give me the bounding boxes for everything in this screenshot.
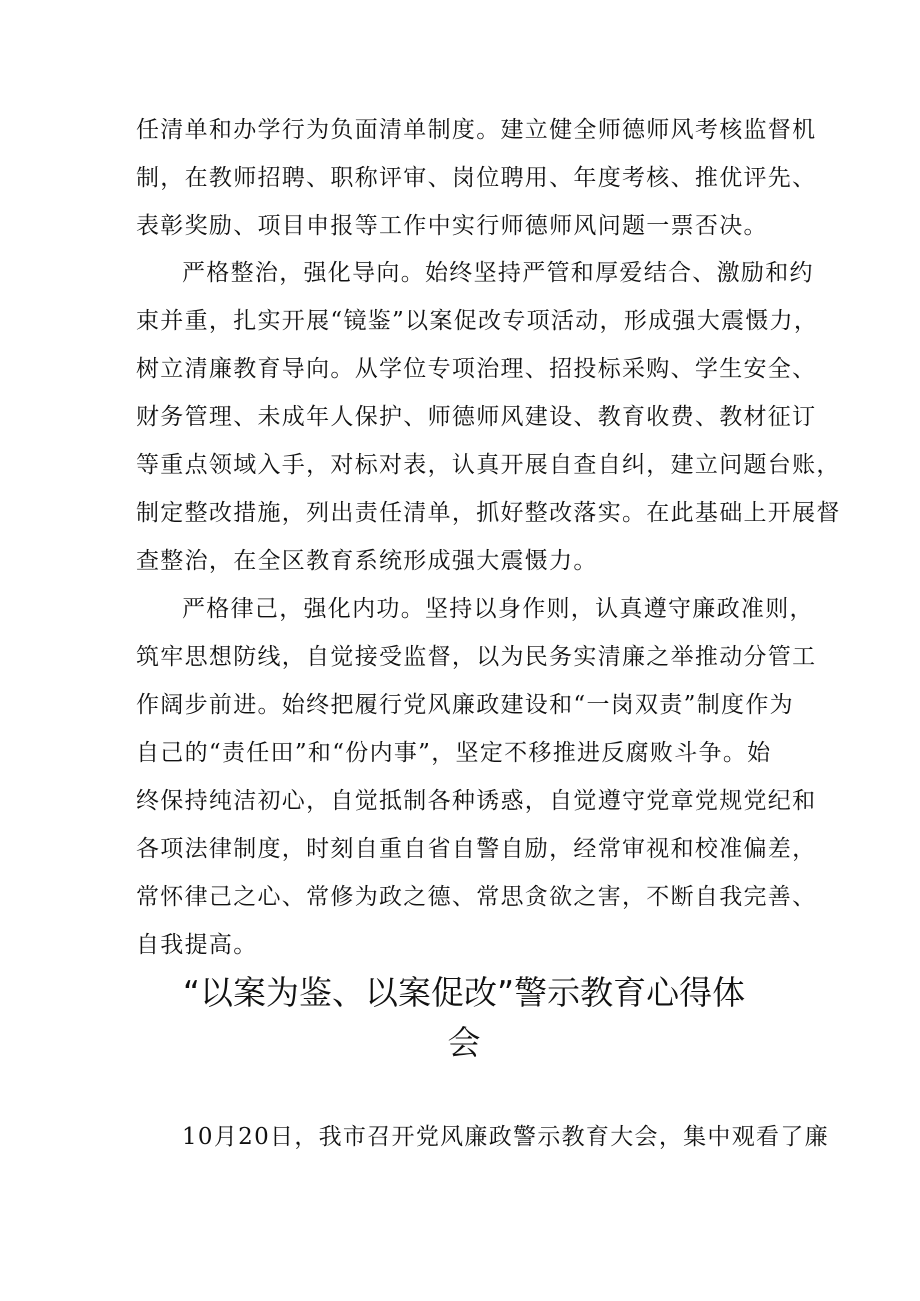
text-line: 查整治，在全区教育系统形成强大震慑力。: [136, 548, 598, 574]
text-line: 筑牢思想防线，自觉接受监督，以为民务实清廉之举推动分管工: [136, 644, 817, 670]
text-line: 自己的“责任田”和“份内事”，坚定不移推进反腐败斗争。始: [136, 740, 772, 766]
article-title-line-2: 会: [447, 1023, 481, 1062]
text-line: 10月20日，我市召开党风廉政警示教育大会，集中观看了廉: [182, 1124, 829, 1150]
text-line: 作阔步前进。始终把履行党风廉政建设和“一岗双责”制度作为: [136, 692, 794, 718]
text-line: 严格整治，强化导向。始终坚持严管和厚爱结合、激励和约: [182, 260, 814, 286]
text-line: 制定整改措施，列出责任清单，抓好整改落实。在此基础上开展督: [136, 500, 841, 526]
text-line: 财务管理、未成年人保护、师德师风建设、教育收费、教材征订: [136, 404, 817, 430]
paragraph-3: [136, 585, 817, 969]
text-line: 各项法律制度，时刻自重自省自警自励，经常审视和校准偏差，: [136, 836, 817, 862]
text-line: 常怀律己之心、常修为政之德、常思贪欲之害，不断自我完善、: [136, 884, 817, 910]
text-line: 自我提高。: [136, 932, 258, 958]
article-title-line-1: “以案为鉴、以案促改”警示教育心得体: [182, 973, 746, 1012]
text-line: 任清单和办学行为负面清单制度。建立健全师德师风考核监督机: [136, 117, 817, 143]
text-line: 束并重，扎实开展“镜鉴”以案促改专项活动，形成强大震慑力，: [136, 308, 819, 334]
text-line: 严格律己，强化内功。坚持以身作则，认真遵守廉政准则，: [182, 596, 814, 622]
text-line: 树立清廉教育导向。从学位专项治理、招投标采购、学生安全、: [136, 356, 817, 382]
intro-paragraph: [136, 1113, 829, 1161]
text-line: 制，在教师招聘、职称评审、岗位聘用、年度考核、推优评先、: [136, 165, 817, 191]
article-title: [136, 968, 792, 1068]
paragraph-1: [136, 106, 817, 250]
text-line: 表彰奖励、项目申报等工作中实行师德师风问题一票否决。: [136, 213, 768, 239]
text-line: 等重点领域入手，对标对表，认真开展自查自纠，建立问题台账，: [136, 452, 841, 478]
paragraph-2: [136, 249, 841, 585]
text-line: 终保持纯洁初心，自觉抵制各种诱惑，自觉遵守党章党规党纪和: [136, 788, 817, 814]
